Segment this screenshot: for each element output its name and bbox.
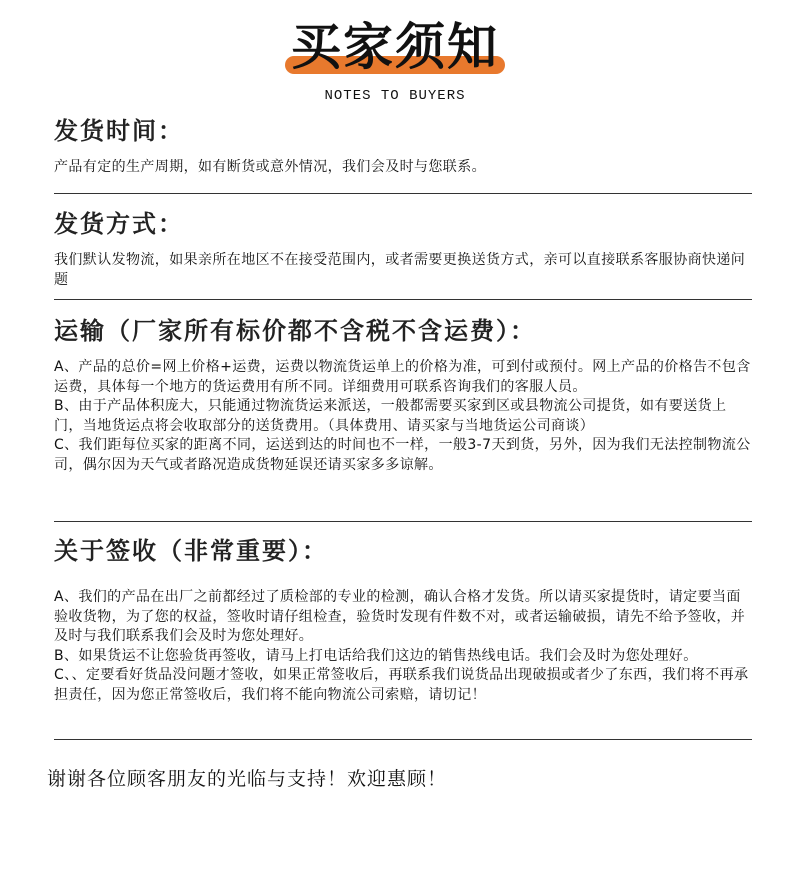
paragraph: C、、定要看好货品没问题才签收，如果正常签收后，再联系我们说货品出现破损或者少了东西，我们将不再承担责任，因为您正常签收后，我们将不能向物流公司索赔，请切记！: [54, 667, 749, 703]
section-body: [54, 158, 752, 178]
section-body: [54, 251, 752, 290]
section-body: [54, 588, 752, 705]
section-heading: 关于签收（非常重要）：: [54, 537, 328, 565]
page-subtitle: NOTES TO BUYERS: [324, 88, 466, 104]
section-heading: 发货方式：: [54, 210, 184, 238]
page-header: [0, 14, 790, 104]
divider: [54, 521, 752, 522]
paragraph: A、我们的产品在出厂之前都经过了质检部的专业的检测，确认合格才发货。所以请买家提货时，请定要当面验收货物，为了您的权益，签收时请仔组检查，验货时发现有件数不对，或者运输破损，请先不给予签收，并及时与我们联系我们会及时为您处理好。: [54, 589, 746, 644]
paragraph: C、我们距每位买家的距离不同，运送到达的时间也不一样，一般3-7天到货，另外，因为我们无法控制物流公司，偶尔因为天气或者路况造成货物延误还请买家多多谅解。: [54, 437, 751, 473]
page-title: 买家须知: [291, 17, 499, 76]
section-signing: [54, 536, 752, 705]
divider: [54, 299, 752, 300]
section-body: [54, 358, 752, 475]
divider: [54, 739, 752, 740]
section-heading: 运输（厂家所有标价都不含税不含运费）：: [54, 317, 536, 345]
thanks-message: 谢谢各位顾客朋友的光临与支持！欢迎惠顾！: [47, 768, 448, 790]
divider: [54, 193, 752, 194]
paragraph: 产品有定的生产周期，如有断货或意外情况，我们会及时与您联系。: [54, 159, 486, 175]
paragraph: A、产品的总价=网上价格+运费，运费以物流货运单上的价格为准，可到付或预付。网上产品的价格告不包含运费，具体每一个地方的货运费用有所不同。详细费用可联系咨询我们的客服人员。: [54, 359, 751, 395]
section-heading: 发货时间：: [54, 117, 184, 145]
title-block: [291, 14, 499, 82]
paragraph: B、如果货运不让您验货再签收，请马上打电话给我们这边的销售热线电话。我们会及时为您处理好。: [54, 647, 698, 664]
paragraph: B、由于产品体积庞大，只能通过物流货运来派送，一般都需要买家到区或县物流公司提货，如有要送货上门，当地货运点将会收取部分的送货费用。（具体费用、请买家与当地货运公司商谈）: [54, 398, 727, 434]
paragraph: 我们默认发物流，如果亲所在地区不在接受范围内，或者需要更换送货方式，亲可以直接联系客服协商快递问题: [54, 252, 746, 288]
section-transport: [54, 316, 752, 475]
section-shipping-time: [54, 116, 752, 178]
section-shipping-method: [54, 209, 752, 290]
